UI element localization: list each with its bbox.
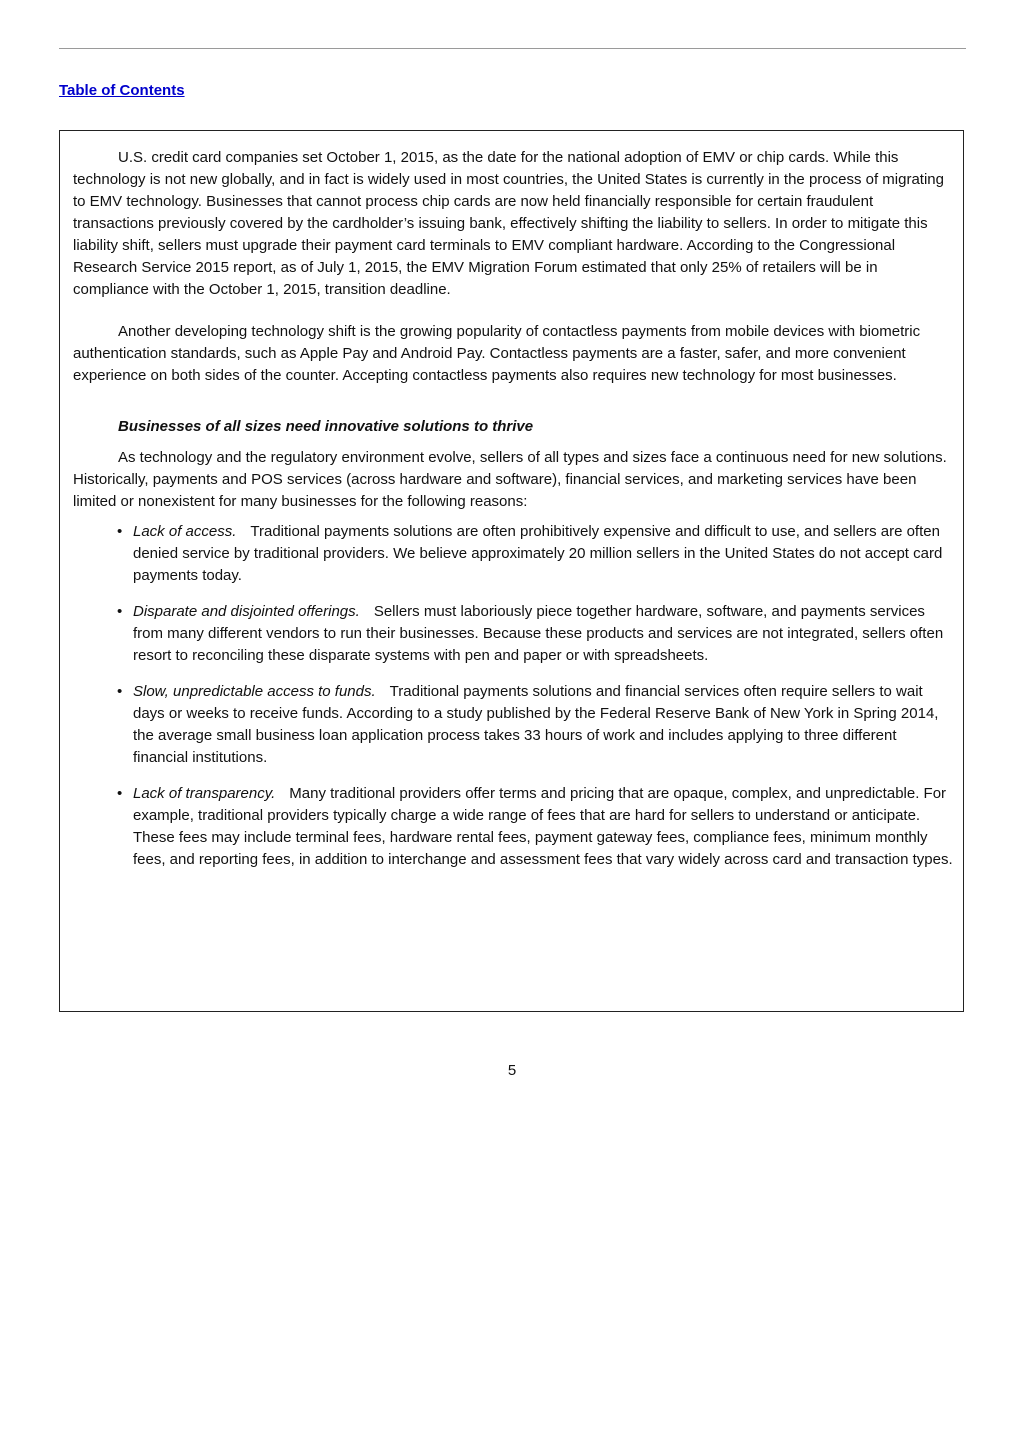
bullet-icon: • bbox=[117, 683, 123, 700]
bullet-text: Traditional payments solutions are often prohibitively expensive and difficult to use, and sellers are often denied service by traditional providers. We believe approximately 20 million sellers in the United States do not accept card payments today. bbox=[133, 523, 943, 584]
page-number: 5 bbox=[507, 1062, 517, 1079]
bullet-lead: Lack of access. bbox=[133, 523, 237, 540]
table-of-contents-link[interactable]: Table of Contents bbox=[59, 82, 185, 99]
bullet-icon: • bbox=[117, 523, 123, 540]
bullet-icon: • bbox=[117, 785, 123, 802]
section-heading: Businesses of all sizes need innovative solutions to thrive bbox=[118, 418, 534, 435]
reasons-list bbox=[73, 521, 953, 871]
bullet-text: Traditional payments solutions and financial services often require sellers to wait days or weeks to receive funds. According to a study published by the Federal Reserve Bank of New York in Spring 2014, the average small business loan application process takes 33 hours of work and includes applying to three different financial institutions. bbox=[133, 683, 939, 766]
bullet-lead: Disparate and disjointed offerings. bbox=[133, 603, 360, 620]
paragraph-solutions: As technology and the regulatory environment evolve, sellers of all types and sizes face a continuous need for new solutions. Historically, payments and POS services (across hardware and software), financial services, and marketing services have been limited or nonexistent for many businesses for the following reasons: bbox=[73, 449, 947, 510]
top-divider bbox=[59, 48, 966, 49]
list-item bbox=[73, 521, 953, 587]
bullet-icon: • bbox=[117, 603, 123, 620]
bullet-text: Sellers must laboriously piece together hardware, software, and payments services from many different vendors to run their businesses. Because these products and services are not integrated, sellers often resort to reconciling these disparate systems with pen and paper or with spreadsheets. bbox=[133, 603, 944, 664]
paragraph-contactless: Another developing technology shift is the growing popularity of contactless payments from mobile devices with biometric authentication standards, such as Apple Pay and Android Pay. Contactless payments are a faster, safer, and more convenient experience on both sides of the counter. Accepting contactless payments also requires new technology for most businesses. bbox=[73, 323, 921, 384]
bullet-text: Many traditional providers offer terms and pricing that are opaque, complex, and unpredictable. For example, traditional providers typically charge a wide range of fees that are hard for sellers to understand or anticipate. These fees may include terminal fees, hardware rental fees, payment gateway fees, compliance fees, minimum monthly fees, and reporting fees, in addition to interchange and assessment fees that vary widely across card and transaction types. bbox=[133, 785, 953, 868]
bullet-lead: Slow, unpredictable access to funds. bbox=[133, 683, 376, 700]
content-box bbox=[59, 130, 964, 1012]
list-item bbox=[73, 681, 953, 769]
content-body bbox=[73, 147, 953, 885]
bullet-lead: Lack of transparency. bbox=[133, 785, 276, 802]
list-item bbox=[73, 601, 953, 667]
list-item bbox=[73, 783, 953, 871]
paragraph-emv: U.S. credit card companies set October 1, 2015, as the date for the national adoption of EMV or chip cards. While this technology is not new globally, and in fact is widely used in most countries, the United States is currently in the process of migrating to EMV technology. Businesses that cannot process chip cards are now held financially responsible for certain fraudulent transactions previously covered by the cardholder’s issuing bank, effectively shifting the liability to sellers. In order to mitigate this liability shift, sellers must upgrade their payment card terminals to EMV compliant hardware. According to the Congressional Research Service 2015 report, as of July 1, 2015, the EMV Migration Forum estimated that only 25% of retailers will be in compliance with the October 1, 2015, transition deadline. bbox=[73, 149, 944, 298]
